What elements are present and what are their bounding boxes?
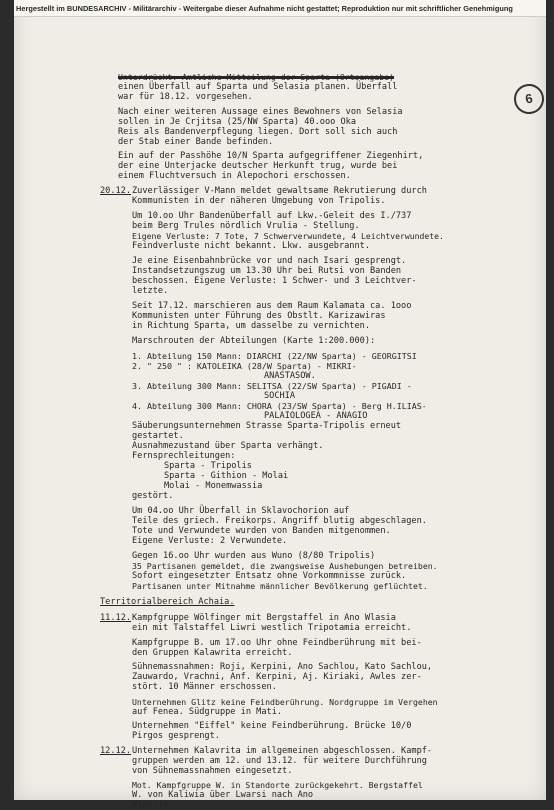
- text-line: Ausnahmezustand über Sparta verhängt.: [132, 441, 324, 451]
- text-line: Wlassia.: [132, 800, 174, 810]
- entry-date: 12.12.: [100, 746, 132, 756]
- text-line: stört. 10 Männer erschossen.: [132, 682, 277, 692]
- text-line: Kampfgruppe Wölfinger mit Bergstaffel in Ano Wlasia: [132, 613, 396, 623]
- route-line: PALAIOLOGEA - ANAGIO: [264, 411, 368, 421]
- archive-header-banner: Hergestellt im BUNDESARCHIV - Militärarchiv - Weitergabe dieser Aufnahme nicht gestattet; Reproduktion nur mit schriftlicher Genehmigung: [14, 0, 546, 17]
- text-line: von Sühnemassnahmen eingesetzt.: [132, 766, 293, 776]
- text-line: Sofort eingesetzter Entsatz ohne Vorkommnisse zurück.: [132, 571, 407, 581]
- text-line: Reis als Bandenverpflegung liegen. Dort soll sich auch: [118, 127, 398, 137]
- text-line: Eigene Verluste: 7 Tote, 7 Schwerverwundete, 4 Leichtverwundete.: [132, 231, 444, 241]
- route-line: ANASTASOW.: [264, 371, 316, 381]
- text-line: Unternehmen "Eiffel" keine Feindberührung. Brücke 10/0: [132, 721, 412, 731]
- text-line: war für 18.12. vorgesehen.: [118, 92, 253, 102]
- text-line: Je eine Eisenbahnbrücke vor und nach Isari gesprengt.: [132, 256, 407, 266]
- text-line: Pirgos gesprengt.: [132, 731, 220, 741]
- text-line: der Stab einer Bande befinden.: [118, 137, 274, 147]
- text-line: Seit 17.12. marschieren aus dem Raum Kalamata ca. 1ooo: [132, 301, 412, 311]
- text-line: Feindverluste nicht bekannt. Lkw. ausgebrannt.: [132, 241, 370, 251]
- document-page: [14, 0, 546, 810]
- text-line: den Gruppen Kalawrita erreicht.: [132, 648, 293, 658]
- text-line: Tote und Verwundete wurden von Banden mitgenommen.: [132, 526, 391, 536]
- route-line: 2. " 250 " : KATOLEIKA (28/W Sparta) - MIKRI-: [132, 361, 357, 371]
- text-line: Säuberungsunternehmen Strasse Sparta-Tripolis erneut: [132, 421, 402, 431]
- text-line: Eigene Verluste: 2 Verwundete.: [132, 536, 288, 546]
- text-line: Partisanen unter Mitnahme männlicher Bevölkerung geflüchtet.: [132, 581, 428, 591]
- text-line: W. von Kaliwia über Lwarsi nach Ano: [132, 790, 314, 800]
- text-line: beschossen. Eigene Verluste: 1 Schwer- und 3 Leichtver-: [132, 276, 417, 286]
- text-line: Um 04.oo Uhr Überfall in Sklavochorion auf: [132, 506, 350, 516]
- text-line: einen Überfall auf Sparta und Selasia planen. Überfall: [118, 82, 398, 92]
- entry-date: 20.12.: [100, 186, 132, 196]
- text-line: 35 Partisanen gemeldet, die zwangsweise Aushebungen betreiben.: [132, 561, 438, 571]
- text-line: Zuverlässiger V-Mann meldet gewaltsame Rekrutierung durch: [132, 186, 427, 196]
- text-line: Sparta - Tripolis: [164, 461, 252, 471]
- text-line: Kampfgruppe B. um 17.oo Uhr ohne Feindberührung mit bei-: [132, 638, 422, 648]
- text-line: Instandsetzungszug um 13.30 Uhr bei Rutsi von Banden: [132, 266, 402, 276]
- text-line: gestört.: [132, 491, 174, 501]
- text-line: Sühnemassnahmen: Roji, Kerpini, Ano Sachlou, Kato Sachlou,: [132, 662, 433, 672]
- text-line: in Richtung Sparta, um dasselbe zu vernichten.: [132, 321, 370, 331]
- text-line: Mot. Kampfgruppe W. in Standorte zurückgekehrt. Bergstaffel: [132, 780, 423, 790]
- text-line: beim Berg Trules nördlich Vrulia - Stellung.: [132, 221, 360, 231]
- text-line: Gegen 16.oo Uhr wurden aus Wuno (8/80 Tripolis): [132, 551, 376, 561]
- text-line: Unterdrückt: Amtliche Mitteilung der Sparta (Ortsangabe): [118, 72, 395, 82]
- text-line: Nach einer weiteren Aussage eines Bewohners von Selasia: [118, 107, 403, 117]
- text-line: Zauwardo, Vrachni, Anf. Kerpini, Aj. Kiriaki, Awles zer-: [132, 672, 422, 682]
- text-line: gruppen werden am 12. und 13.12. für weitere Durchführung: [132, 756, 427, 766]
- text-line: Ein auf der Passhöhe 10/N Sparta aufgegriffener Ziegenhirt,: [118, 151, 424, 161]
- route-line: 3. Abteilung 300 Mann: SELITSA (22/SW Sparta) - PIGADI -: [132, 381, 412, 391]
- text-line: Kommunisten unter Führung des Obstlt. Karizawiras: [132, 311, 386, 321]
- page-number-stamp: 6: [512, 82, 547, 117]
- route-line: 4. Abteilung 300 Mann: CHORA (23/SW Sparta) - Berg H.ILIAS-: [132, 401, 427, 411]
- text-line: Fernsprechleitungen:: [132, 451, 236, 461]
- text-line: auf Fenea. Südgruppe in Mati.: [132, 707, 283, 717]
- text-line: Marschrouten der Abteilungen (Karte 1:200.000):: [132, 336, 376, 346]
- text-line: gestartet.: [132, 431, 184, 441]
- entry-date: 11.12.: [100, 613, 132, 623]
- text-line: einem Fluchtversuch in Alepochori erschossen.: [118, 171, 351, 181]
- text-line: Sparta - Githion - Molai: [164, 471, 289, 481]
- text-line: ein mit Talstaffel Liwri westlich Tripotamia erreicht.: [132, 623, 412, 633]
- text-line: Unternehmen Kalavrita im allgemeinen abgeschlossen. Kampf-: [132, 746, 433, 756]
- route-line: SOCHIA: [264, 391, 296, 401]
- text-line: Kommunisten in der näheren Umgebung von Tripolis.: [132, 196, 386, 206]
- text-line: Teile des griech. Freikorps. Angriff blutig abgeschlagen.: [132, 516, 427, 526]
- text-line: Molai - Monemwassia: [164, 481, 263, 491]
- text-line: letzte.: [132, 286, 169, 296]
- text-line: Unternehmen Glitz keine Feindberührung. Nordgruppe im Vergehen: [132, 697, 438, 707]
- section-heading: Territorialbereich Achaia.: [100, 597, 235, 607]
- text-line: Um 10.oo Uhr Bandenüberfall auf Lkw.-Geleit des I./737: [132, 211, 412, 221]
- text-line: der eine Unterjacke deutscher Herkunft trug, wurde bei: [118, 161, 398, 171]
- route-line: 1. Abteilung 150 Mann: DIARCHI (22/NW Sparta) - GEORGITSI: [132, 351, 417, 361]
- text-line: sollen in Je Crjitsa (25/NW Sparta) 40.ooo Oka: [118, 117, 356, 127]
